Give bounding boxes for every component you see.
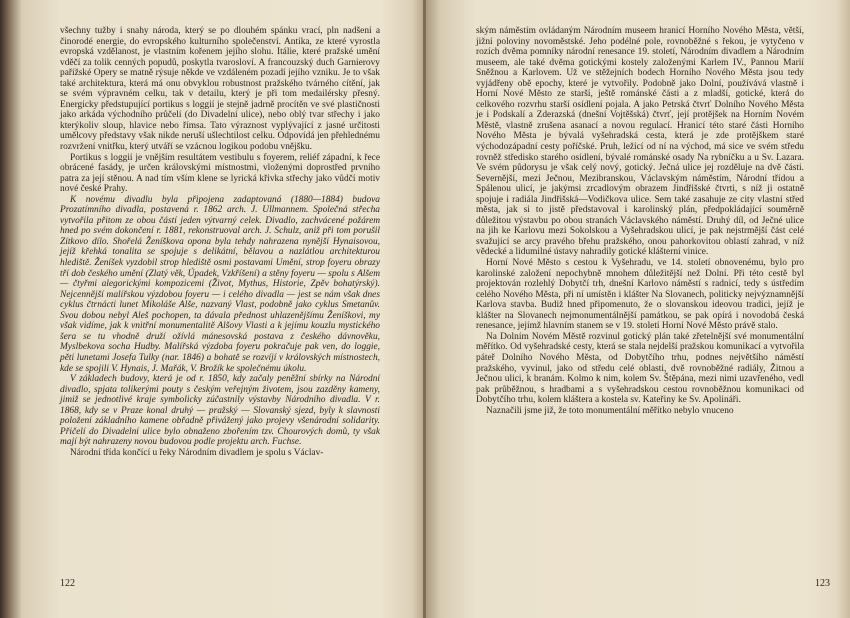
page-number: 123 <box>815 578 830 589</box>
paragraph: Národní třída končící u řeky Národním divadlem je spolu s Václav- <box>70 447 324 458</box>
paragraph: všechny tužby i snahy národa, který se po dlouhém spánku vrací, pln nadšení a činorodé energie, do evropského kulturního společenství. Antika, ze které vyrostla evropská vzdělanost, je vlastním kořenem jejího slohu. Itálie, které pražské umění vděčí za tolik cenných popudů, poskytla tvarosloví. A francouzský duch Garnierovy pařížské Opery se matně rýsuje někde ve vzdáleném pozadí jejího vzniku. Je to však také architektura, která má onu obvyklou robustnost pražského tvárného cítění, jak se svém výpravném celku, tak v detailu, který je při tom medailérsky přesný. Energicky předstupující portikus s loggií je stejně jadrně procítěn ve své plastičnosti jako arkáda východního průčelí (do Divadelní ulice), nebo oblý tvar střechy i jako kterýkoliv sloup, hlavice nebo římsa. Tato výraznost vyplývající z jasné určitosti umělcovy představy však nikde neruší ušlechtilost celku. Odpovídá jen přehlednému rozvržení vnitřku, který utváří se vzácnou logikou podobu vnějšku. <box>60 26 380 153</box>
note-paragraph: V základech budovy, která je od r. 1850, kdy začaly peněžní sbírky na Národní divadlo, spjata tolikerými pouty s českým veřejným životem, jsou zazděny kameny, jimiž se jednotlivé kraje symbolicky zúčastnily výstavby Národního divadla. V r. 1868, kdy se v Praze konal druhý — pražský — Slovanský sjezd, byly k slavnosti položení základního kamene obřadně přivážený jako projevy všenárodní solidarity. Přičelí do Divadelní ulice bylo obnaženo zbořením tzv. Chourových domů, ty však mají být nahrazeny novou budovou podle projektu arch. Fuchse. <box>60 374 380 448</box>
paragraph: Horní Nové Město s cestou k Vyšehradu, ve 14. století obnovenému, bylo pro karolinské založení nepochybně mnohem důležitější než Dolní. Při této cestě byl projektován rozlehlý Dobytčí trh, dnešní Karlovo náměstí s radnicí, tedy s ústředím celého Nového Města, při ní umístěn i klášter Na Slovanech, politicky nejvýznamnější Karlova stavba. Budiž hned připomenuto, že o slovanskou ideovou tradici, jejíž je klášter na Slovanech nejmonumentálnější památkou, se pak opírá i novodobá česká renesance, jejímž hlavním stanem se v 19. století Horní Nové Město právě stalo. <box>476 258 804 332</box>
paragraph: Portikus s loggií je vnějším resultátem vestibulu s foyerem, reliéf západní, k řece obrácené fasády, je určen královskými místnostmi, vloženými doprostřed prvního patra za její stěnou. A nad tím vším klene se lyrická křivka střechy jako vůdčí motiv nové české Prahy. <box>60 152 380 195</box>
left-page <box>0 0 424 618</box>
paragraph: Naznačili jsme již, že toto monumentální měřítko nebylo vnuceno <box>486 405 734 416</box>
right-page-text <box>476 26 804 416</box>
note-paragraph: K novému divadlu byla připojena zadaptovaná (1880—1884) budova Prozatímního divadla, postavená r. 1862 arch. J. Ullmannem. Společná střecha vytvořila přitom ze obou částí jeden výtvarný celek. Divadlo, zachvácené požárem hned po svém dokončení r. 1881, rekonstruoval arch. J. Schulz, aniž při tom porušil Zítkovo dílo. Shořelá Ženíškova opona byla tehdy nahrazena nynější Hynaisovou, jejíž křehká tonalita se spojuje s delikátní, bělavou a nazlátlou architekturou hlediště. Ženíšek vyzdobil strop hlediště osmi postavami Umění, strop foyeru obrazy tří dob českého umění (Zlatý věk, Úpadek, Vzkříšení) a stěny foyeru — spolu s Alšem — čtyřmi alegorickými kompozicemi (Život, Mythus, Historie, Zpěv bohatýrský). Nejcennější malířskou výzdobou foyeru — i celého divadla — jest se nám však dnes cyklus čtrnácti lunet Mikoláše Alše, nazvaný Vlast, podobně jako cyklus Smetanův. Svou dobou nebyl Aleš pochopen, ta dávala přednost uhlazenějšímu Ženíškovi, my však vidíme, jak k vnitřní monumentalitě Alšovy Vlasti a k jejímu kouzlu mystického šera se tu vhodně druží ožívlá mánesovská postava z českého dávnověku, Myslbekova socha Hudby. Malířská výzdoba foyeru pokračuje pak ven, do loggie, pěti lunetami Josefa Tulky (nar. 1846) a bohatě se rozvíjí v královských místnostech, kde se spojili V. Hynais, J. Mařák, V. Brožík ke společnému úkolu. <box>60 194 380 374</box>
paragraph: Na Dolním Novém Městě rozvinul gotický plán také zřetelnější své monumentální měřítko. Od vyšehradské cesty, která se stala nejdelší pražskou komunikací a vytvořila páteř Dolního Nového Města, od Dobytčího trhu, podnes největšího náměstí pražského, vyvinul, jako od středu celé oblasti, dvě rovnoběžné radiály, Žitnou a Ječnou ulici, k branám. Kolmo k nim, kolem Sv. Štěpána, mezi nimi uzavřeného, vedl pak průběžnou, s hradbami a s vyšehradskou cestou rovnoběžnou komunikaci od Dobytčího trhu, kolem kláštera a kostela sv. Kateřiny ke Sv. Apolináři. <box>476 331 804 406</box>
right-page <box>426 0 850 618</box>
paragraph: ským náměstím ovládaným Národním museem hranicí Horního Nového Města, větší, jižní poloviny novoměstské. Jeho podélné pole, rovnoběžné s řekou, je vytyčeno v rozích dvěma pomníky národní renesance 19. století, Národním divadlem a Národním museem, ale také dvěma gotickými kostely založenými Karlem IV., Pannou Marií Sněžnou a Karlovem. Už ve stěžejních bodech Horního Nového Města jsou tedy vyjádřeny obě epochy, které je vytvořily. Podobně jako Dolní, používává vlastně i Horní Nové Město ze starší, ještě románské části a z mladší, gotické, která do celkového rozvrhu starší osídlení pojala. A jako Petrská čtvrť Dolního Nového Města je i Podskalí a Zderazská (dnešní Vojtěšská) čtvrť, její protějšek na Horním Novém Městě, vlastně zrušena asanací a novou regulací. Hranicí této staré části Horního Nového Města je bývalá vyšehradská cesta, která je zde protějškem staré východozápadní cesty poříčské. Pruh, ležící od ní na východ, má sice ve svém středu rovněž středisko starého osídlení, bývalé románské osady Na rybníčku a u Sv. Lazara. Ve svém půdorysu je však celý nový, gotický. Ječná ulice jej rozděluje na dvě části. Severnější, mezi Ječnou, Mezibranskou, Václavským náměstím, Národní třídou a Spálenou ulicí, je jakýmsi zrcadlovým obrazem Jindřišské čtvrti, s níž ji ostatně spojuje i radiála Jindřišská—Vodičkova ulice. Sem také zasahuje ze city vlastní střed města, jak si to jistě představoval i karolinský plán, předpokládající souměrně důležitou výstavbu po obou stranách Václavského náměstí. Druhý díl, od Ječné ulice na jih ke Karlovu mezi Sokolskou a Vyšehradskou ulicí, je pak nejstrmější část celé svažující se arcy pravého břehu pražského, onou pahorkovitou oblastí zahrad, v níž vědecké a lidumilné ústavy nahradily gotické klášterní vinice. <box>476 26 804 258</box>
page-number: 122 <box>60 578 75 589</box>
left-page-text <box>60 26 380 458</box>
